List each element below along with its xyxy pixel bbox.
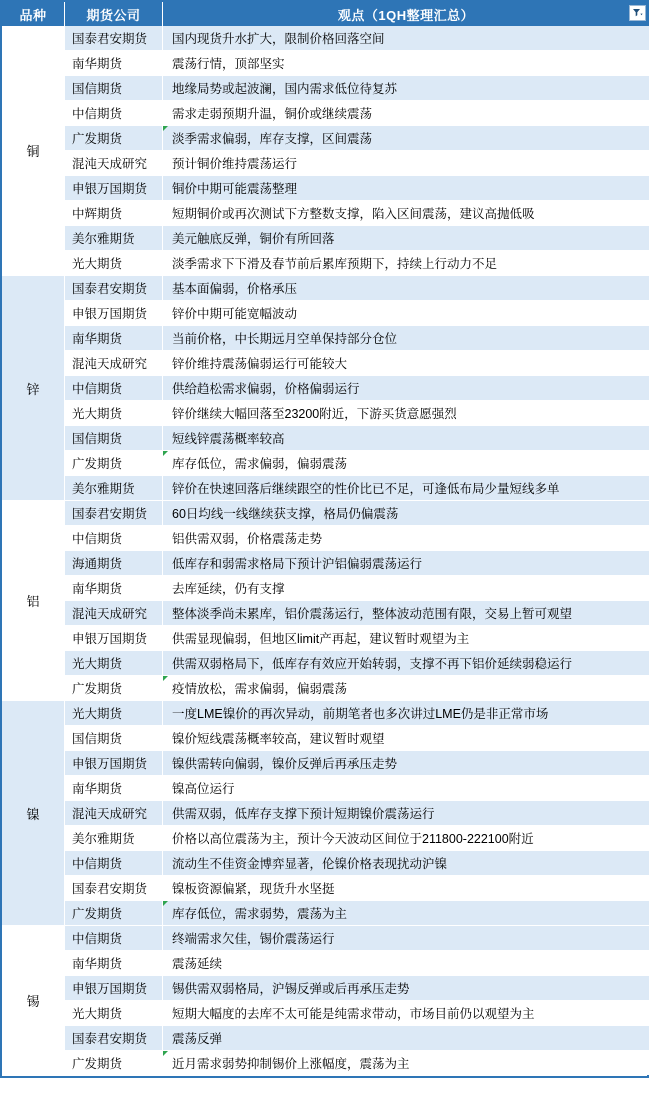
header-view-label: 观点（1QH整理汇总） <box>337 7 475 23</box>
view-cell: 流动生不佳资金博弈显著，伦镍价格表现扰动沪镍 <box>163 851 649 876</box>
table-row <box>2 901 649 926</box>
header-kind: 品种 <box>2 2 65 26</box>
view-cell: 供需显现偏弱，但地区limit产再起，建议暂时观望为主 <box>163 626 649 651</box>
table-row <box>2 576 649 601</box>
view-cell: 铜价中期可能震荡整理 <box>163 176 649 201</box>
table-row <box>2 151 649 176</box>
view-cell: 基本面偏弱，价格承压 <box>163 276 649 301</box>
company-cell: 中信期货 <box>65 926 163 951</box>
company-cell: 申银万国期货 <box>65 626 163 651</box>
company-cell: 国泰君安期货 <box>65 1026 163 1051</box>
company-cell: 广发期货 <box>65 126 163 151</box>
table-row <box>2 526 649 551</box>
company-cell: 美尔雅期货 <box>65 476 163 501</box>
table-row <box>2 551 649 576</box>
view-cell: 终端需求欠佳，锡价震荡运行 <box>163 926 649 951</box>
table-row <box>2 51 649 76</box>
company-cell: 光大期货 <box>65 1001 163 1026</box>
view-cell: 锌价继续大幅回落至23200附近，下游买货意愿强烈 <box>163 401 649 426</box>
table-row <box>2 501 649 526</box>
company-cell: 国信期货 <box>65 726 163 751</box>
table-row <box>2 651 649 676</box>
view-cell: 震荡反弹 <box>163 1026 649 1051</box>
view-cell: 当前价格，中长期远月空单保持部分仓位 <box>163 326 649 351</box>
kind-cell: 锡 <box>2 926 65 1076</box>
table-row <box>2 926 649 951</box>
view-cell: 短线锌震荡概率较高 <box>163 426 649 451</box>
company-cell: 光大期货 <box>65 651 163 676</box>
company-cell: 广发期货 <box>65 1051 163 1076</box>
company-cell: 海通期货 <box>65 551 163 576</box>
table-header <box>2 2 649 26</box>
view-cell: 库存低位，需求弱势，震荡为主 <box>163 901 649 926</box>
view-cell: 震荡延续 <box>163 951 649 976</box>
table-row <box>2 1001 649 1026</box>
table-row <box>2 251 649 276</box>
table-row <box>2 876 649 901</box>
table-row <box>2 276 649 301</box>
table-row <box>2 826 649 851</box>
view-cell: 低库存和弱需求格局下预计沪铝偏弱震荡运行 <box>163 551 649 576</box>
table-row <box>2 751 649 776</box>
kind-cell: 锌 <box>2 276 65 501</box>
table-row <box>2 601 649 626</box>
view-cell: 镍供需转向偏弱，镍价反弹后再承压走势 <box>163 751 649 776</box>
company-cell: 混沌天成研究 <box>65 601 163 626</box>
view-cell: 锌价在快速回落后继续跟空的性价比已不足，可逢低布局少量短线多单 <box>163 476 649 501</box>
company-cell: 申银万国期货 <box>65 176 163 201</box>
kind-cell: 镍 <box>2 701 65 926</box>
table-row <box>2 476 649 501</box>
company-cell: 国信期货 <box>65 426 163 451</box>
view-cell: 震荡行情，顶部坚实 <box>163 51 649 76</box>
view-cell: 预计铜价维持震荡运行 <box>163 151 649 176</box>
company-cell: 申银万国期货 <box>65 301 163 326</box>
table-row <box>2 626 649 651</box>
table-row <box>2 101 649 126</box>
company-cell: 南华期货 <box>65 951 163 976</box>
table-body <box>2 26 649 1075</box>
view-cell: 库存低位，需求偏弱，偏弱震荡 <box>163 451 649 476</box>
company-cell: 国泰君安期货 <box>65 276 163 301</box>
view-cell: 整体淡季尚未累库，铝价震荡运行，整体波动范围有限，交易上暂可观望 <box>163 601 649 626</box>
table-row <box>2 226 649 251</box>
view-cell: 供需双弱，低库存支撑下预计短期镍价震荡运行 <box>163 801 649 826</box>
table-row <box>2 376 649 401</box>
view-cell: 60日均线一线继续获支撑，格局仍偏震荡 <box>163 501 649 526</box>
company-cell: 混沌天成研究 <box>65 801 163 826</box>
futures-views-table <box>2 2 649 1076</box>
company-cell: 广发期货 <box>65 676 163 701</box>
kind-cell: 铝 <box>2 501 65 701</box>
company-cell: 国泰君安期货 <box>65 876 163 901</box>
view-cell: 国内现货升水扩大，限制价格回落空间 <box>163 26 649 51</box>
company-cell: 申银万国期货 <box>65 976 163 1001</box>
company-cell: 光大期货 <box>65 701 163 726</box>
view-cell: 去库延续，仍有支撑 <box>163 576 649 601</box>
company-cell: 美尔雅期货 <box>65 826 163 851</box>
company-cell: 国信期货 <box>65 76 163 101</box>
company-cell: 美尔雅期货 <box>65 226 163 251</box>
company-cell: 中信期货 <box>65 851 163 876</box>
company-cell: 混沌天成研究 <box>65 351 163 376</box>
table-row <box>2 976 649 1001</box>
table-row <box>2 1026 649 1051</box>
table-row <box>2 801 649 826</box>
view-cell: 近月需求弱势抑制锡价上涨幅度，震荡为主 <box>163 1051 649 1076</box>
table-row <box>2 451 649 476</box>
table-row <box>2 351 649 376</box>
table-row <box>2 401 649 426</box>
company-cell: 中信期货 <box>65 376 163 401</box>
view-cell: 短期铜价或再次测试下方整数支撑，陷入区间震荡，建议高抛低吸 <box>163 201 649 226</box>
table-row <box>2 76 649 101</box>
company-cell: 混沌天成研究 <box>65 151 163 176</box>
table-row <box>2 176 649 201</box>
kind-cell: 铜 <box>2 26 65 276</box>
table-row <box>2 1051 649 1076</box>
view-cell: 淡季需求下下滑及春节前后累库预期下，持续上行动力不足 <box>163 251 649 276</box>
view-cell: 疫情放松，需求偏弱，偏弱震荡 <box>163 676 649 701</box>
table-row <box>2 426 649 451</box>
table-row <box>2 726 649 751</box>
view-cell: 一度LME镍价的再次异动，前期笔者也多次讲过LME仍是非正常市场 <box>163 701 649 726</box>
view-cell: 镍高位运行 <box>163 776 649 801</box>
header-company: 期货公司 <box>65 2 163 26</box>
table-row <box>2 26 649 51</box>
view-cell: 锌价中期可能宽幅波动 <box>163 301 649 326</box>
view-cell: 供需双弱格局下，低库存有效应开始转弱，支撑不再下铝价延续弱稳运行 <box>163 651 649 676</box>
view-cell: 供给趋松需求偏弱，价格偏弱运行 <box>163 376 649 401</box>
company-cell: 中信期货 <box>65 526 163 551</box>
company-cell: 广发期货 <box>65 901 163 926</box>
company-cell: 南华期货 <box>65 51 163 76</box>
table-row <box>2 701 649 726</box>
header-row <box>2 2 649 26</box>
view-cell: 镍价短线震荡概率较高，建议暂时观望 <box>163 726 649 751</box>
table-row <box>2 676 649 701</box>
table-row <box>2 326 649 351</box>
view-cell: 价格以高位震荡为主，预计今天波动区间位于211800-222100附近 <box>163 826 649 851</box>
view-cell: 地缘局势或起波澜，国内需求低位待复苏 <box>163 76 649 101</box>
table-row <box>2 126 649 151</box>
table-row <box>2 851 649 876</box>
company-cell: 光大期货 <box>65 251 163 276</box>
view-cell: 需求走弱预期升温，铜价或继续震荡 <box>163 101 649 126</box>
view-cell: 美元触底反弹，铜价有所回落 <box>163 226 649 251</box>
company-cell: 光大期货 <box>65 401 163 426</box>
company-cell: 南华期货 <box>65 776 163 801</box>
table-row <box>2 301 649 326</box>
company-cell: 国泰君安期货 <box>65 26 163 51</box>
view-cell: 短期大幅度的去库不太可能是纯需求带动，市场目前仍以观望为主 <box>163 1001 649 1026</box>
company-cell: 中信期货 <box>65 101 163 126</box>
view-cell: 锡供需双弱格局，沪锡反弹或后再承压走势 <box>163 976 649 1001</box>
header-view <box>163 2 649 26</box>
view-cell: 锌价维持震荡偏弱运行可能较大 <box>163 351 649 376</box>
company-cell: 南华期货 <box>65 576 163 601</box>
company-cell: 南华期货 <box>65 326 163 351</box>
company-cell: 广发期货 <box>65 451 163 476</box>
table-row <box>2 776 649 801</box>
view-cell: 淡季需求偏弱，库存支撑，区间震荡 <box>163 126 649 151</box>
view-cell: 铝供需双弱，价格震荡走势 <box>163 526 649 551</box>
company-cell: 申银万国期货 <box>65 751 163 776</box>
table-row <box>2 201 649 226</box>
view-cell: 镍板资源偏紧，现货升水坚挺 <box>163 876 649 901</box>
company-cell: 中辉期货 <box>65 201 163 226</box>
table-row <box>2 951 649 976</box>
filter-icon[interactable] <box>629 5 646 21</box>
company-cell: 国泰君安期货 <box>65 501 163 526</box>
